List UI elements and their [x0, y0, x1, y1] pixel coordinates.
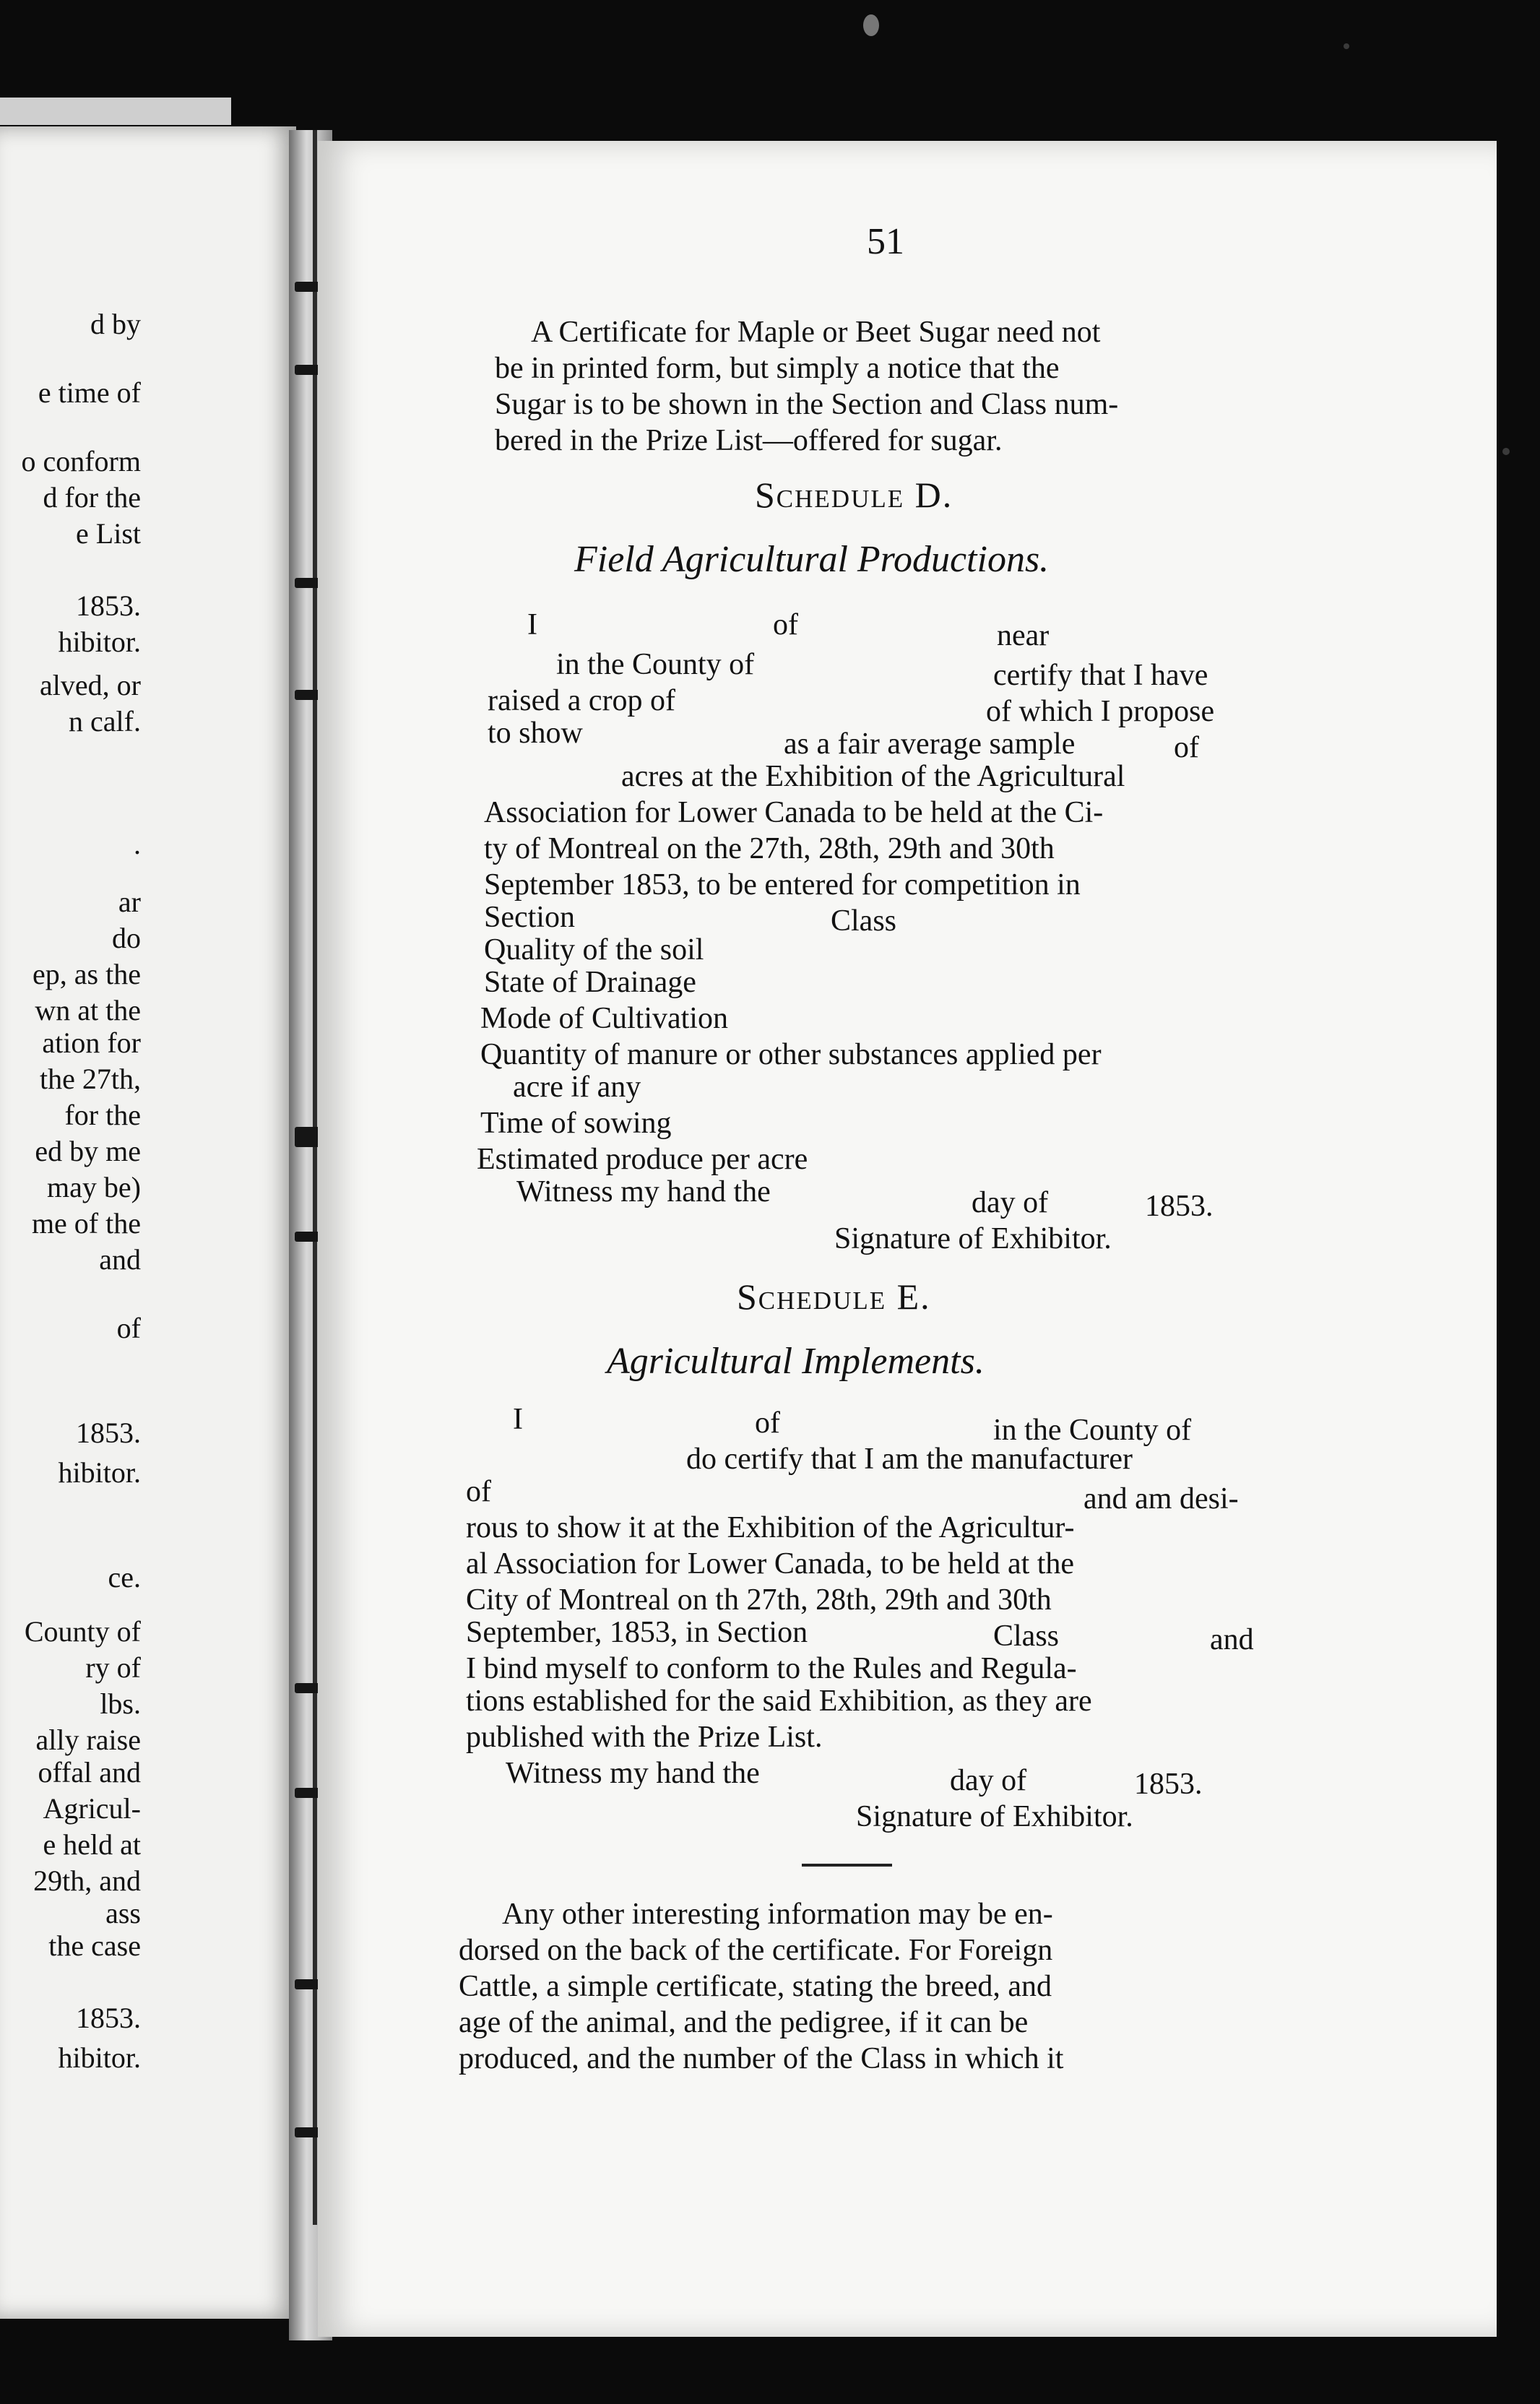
- form-field: Quality of the soil: [484, 933, 704, 967]
- form-text: I bind myself to conform to the Rules and Regula-: [466, 1652, 1077, 1685]
- previous-page-line: ally raise: [35, 1724, 141, 1756]
- previous-page-line: 1853.: [76, 1417, 141, 1449]
- intro-line: Sugar is to be shown in the Section and Class num-: [495, 388, 1119, 421]
- background-speck: [1502, 448, 1510, 455]
- closing-line: produced, and the number of the Class in which it: [459, 2042, 1064, 2075]
- form-text: Witness my hand the: [516, 1175, 771, 1209]
- form-text: rous to show it at the Exhibition of the Agricultur-: [466, 1511, 1075, 1544]
- background-speck: [863, 14, 879, 36]
- form-text: of which I propose: [986, 695, 1215, 728]
- form-text: al Association for Lower Canada, to be held at the: [466, 1547, 1075, 1581]
- schedule-e-subheading: Agricultural Implements.: [607, 1341, 985, 1382]
- form-text: and am desi-: [1083, 1482, 1239, 1516]
- main-page: [318, 141, 1497, 2337]
- form-text: in the County of: [993, 1414, 1192, 1447]
- previous-page-line: lbs.: [100, 1687, 141, 1720]
- schedule-e-heading: Schedule E.: [737, 1276, 931, 1317]
- schedule-d-subheading: Field Agricultural Productions.: [574, 539, 1050, 580]
- previous-page-line: may be): [47, 1171, 141, 1203]
- previous-page-line: e time of: [38, 376, 141, 409]
- form-text: 1853.: [1134, 1768, 1203, 1801]
- form-text: Section: [484, 901, 575, 934]
- previous-page-line: for the: [64, 1099, 141, 1131]
- previous-page-line: hibitor.: [58, 1456, 141, 1489]
- previous-page-line: County of: [24, 1615, 141, 1648]
- previous-page-line: ry of: [85, 1651, 141, 1684]
- previous-page-line: ass: [105, 1897, 141, 1929]
- page-edge: [0, 98, 231, 125]
- signature-line: Signature of Exhibitor.: [834, 1222, 1112, 1255]
- page-number: 51: [867, 221, 904, 262]
- form-field: State of Drainage: [484, 966, 696, 999]
- form-text: day of: [950, 1764, 1027, 1797]
- previous-page-line: .: [134, 828, 141, 860]
- form-text: of: [1174, 731, 1199, 764]
- closing-line: Any other interesting information may be en-: [502, 1898, 1053, 1931]
- form-field: Time of sowing: [480, 1107, 672, 1140]
- previous-page-line: hibitor.: [58, 626, 141, 658]
- binding-thread: [313, 130, 317, 2225]
- previous-page-line: ar: [118, 886, 141, 918]
- intro-line: bered in the Prize List—offered for sugar.: [495, 424, 1003, 457]
- closing-line: dorsed on the back of the certificate. For Foreign: [459, 1934, 1053, 1967]
- previous-page-line: ation for: [42, 1026, 141, 1059]
- previous-page-line: alved, or: [40, 669, 141, 701]
- previous-page-line: me of the: [31, 1207, 141, 1240]
- form-text: Class: [831, 904, 897, 938]
- previous-page-line: ce.: [108, 1561, 141, 1594]
- previous-page-line: wn at the: [35, 994, 141, 1026]
- form-text: tions established for the said Exhibition, as they are: [466, 1685, 1092, 1718]
- previous-page-line: ed by me: [35, 1135, 141, 1167]
- previous-page-line: hibitor.: [58, 2041, 141, 2074]
- previous-page-line: 1853.: [76, 589, 141, 622]
- previous-page-line: of: [116, 1312, 141, 1344]
- intro-line: A Certificate for Maple or Beet Sugar need not: [531, 316, 1101, 349]
- form-text: of: [466, 1475, 491, 1508]
- previous-page-line: and: [99, 1243, 141, 1276]
- form-text: Association for Lower Canada to be held at the Ci-: [484, 796, 1104, 829]
- previous-page-line: the 27th,: [40, 1063, 141, 1095]
- previous-page-line: the case: [48, 1929, 141, 1962]
- form-text: I: [513, 1403, 523, 1436]
- form-text: of: [755, 1406, 780, 1440]
- form-text: day of: [972, 1186, 1049, 1219]
- form-text: published with the Prize List.: [466, 1721, 823, 1754]
- previous-page-line: offal and: [38, 1756, 141, 1789]
- previous-page-line: 1853.: [76, 2002, 141, 2034]
- form-field: Mode of Cultivation: [480, 1002, 728, 1035]
- previous-page-line: d by: [90, 308, 141, 340]
- form-text: certify that I have: [993, 659, 1208, 692]
- form-text: do certify that I am the manufacturer: [686, 1443, 1133, 1476]
- previous-page-line: Agricul-: [43, 1792, 141, 1825]
- closing-line: Cattle, a simple certificate, stating the breed, and: [459, 1970, 1052, 2003]
- intro-line: be in printed form, but simply a notice that the: [495, 352, 1060, 385]
- form-text: and: [1210, 1623, 1254, 1656]
- previous-page-line: 29th, and: [33, 1864, 141, 1897]
- form-text: acres at the Exhibition of the Agricultural: [621, 760, 1125, 793]
- form-text: as a fair average sample: [784, 727, 1076, 761]
- form-text: September, 1853, in Section: [466, 1616, 808, 1649]
- form-field: Quantity of manure or other substances applied per: [480, 1038, 1102, 1071]
- form-text: Witness my hand the: [506, 1757, 760, 1790]
- form-text: Class: [993, 1620, 1060, 1653]
- form-field: acre if any: [513, 1071, 641, 1104]
- form-text: ty of Montreal on the 27th, 28th, 29th and 30th: [484, 832, 1055, 865]
- schedule-d-heading: Schedule D.: [755, 475, 953, 515]
- form-text: City of Montreal on th 27th, 28th, 29th and 30th: [466, 1583, 1052, 1617]
- previous-page-line: d for the: [43, 481, 141, 514]
- separator-rule: [802, 1864, 892, 1867]
- form-text: to show: [488, 717, 583, 750]
- signature-line: Signature of Exhibitor.: [856, 1800, 1133, 1833]
- background-speck: [1344, 43, 1349, 49]
- previous-page-line: ep, as the: [33, 958, 141, 990]
- form-field: Estimated produce per acre: [477, 1143, 808, 1176]
- form-text: of: [773, 608, 798, 641]
- previous-page-line: e held at: [43, 1828, 141, 1861]
- form-text: raised a crop of: [488, 684, 676, 717]
- previous-page-line: o conform: [21, 445, 141, 477]
- closing-line: age of the animal, and the pedigree, if it can be: [459, 2006, 1029, 2039]
- form-text: in the County of: [556, 648, 755, 681]
- form-text: I: [527, 608, 537, 641]
- form-text: near: [997, 619, 1050, 652]
- previous-page-line: e List: [76, 517, 141, 550]
- previous-page-line: do: [112, 922, 141, 954]
- previous-page-line: n calf.: [69, 705, 141, 738]
- form-text: 1853.: [1145, 1190, 1214, 1223]
- form-text: September 1853, to be entered for competition in: [484, 868, 1081, 902]
